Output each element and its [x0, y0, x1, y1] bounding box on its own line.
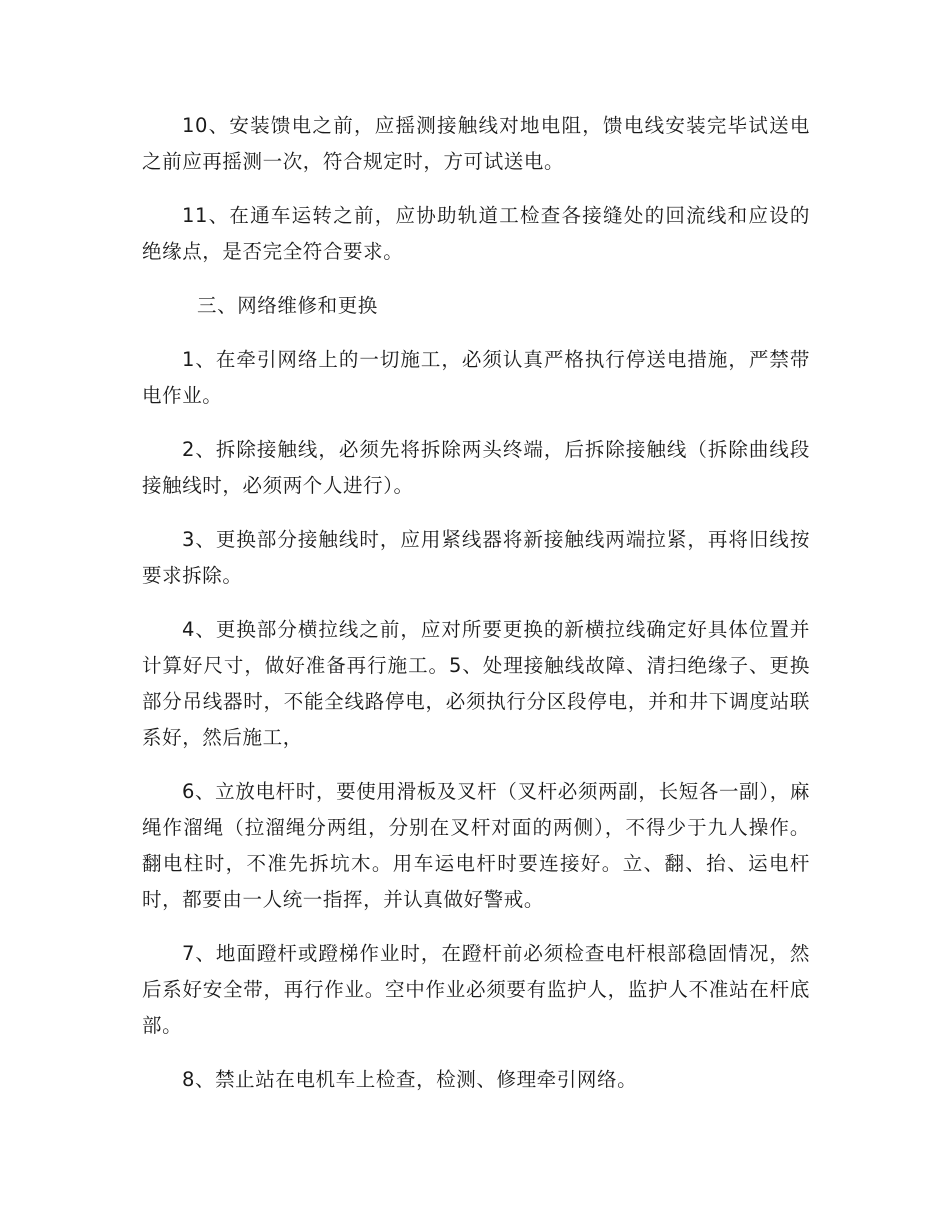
section-heading: 三、网络维修和更换	[197, 294, 378, 317]
document-body	[142, 108, 810, 1116]
paragraph-item-7: 7、地面蹬杆或蹬梯作业时，在蹬杆前必须检查电杆根部稳固情况，然后系好安全带，再行作业。空中作业必须要有监护人，监护人不准站在杆底部。	[142, 942, 810, 1037]
paragraph-item-8: 8、禁止站在电机车上检查，检测、修理牵引网络。	[181, 1068, 638, 1091]
paragraph-item-3: 3、更换部分接触线时，应用紧线器将新接触线两端拉紧，再将旧线按要求拆除。	[142, 528, 810, 587]
paragraph-item-11: 11、在通车运转之前，应协助轨道工检查各接缝处的回流线和应设的绝缘点，是否完全符合要求。	[142, 204, 810, 263]
paragraph-item-4-5: 4、更换部分横拉线之前，应对所要更换的新横拉线确定好具体位置并计算好尺寸，做好准备再行施工。5、处理接触线故障、清扫绝缘子、更换部分吊线器时，不能全线路停电，必须执行分区段停电，并和井下调度站联系好，然后施工，	[142, 618, 810, 749]
paragraph-item-10: 10、安装馈电之前，应摇测接触线对地电阻，馈电线安装完毕试送电之前应再摇测一次，符合规定时，方可试送电。	[142, 114, 810, 173]
paragraph-item-6: 6、立放电杆时，要使用滑板及叉杆（叉杆必须两副，长短各一副），麻绳作溜绳（拉溜绳分两组，分别在叉杆对面的两侧），不得少于九人操作。翻电柱时，不准先拆坑木。用车运电杆时要连接好。立、翻、抬、运电杆时，都要由一人统一指挥，并认真做好警戒。	[142, 780, 810, 911]
paragraph-item-1: 1、在牵引网络上的一切施工，必须认真严格执行停送电措施，严禁带电作业。	[142, 348, 810, 407]
paragraph-item-2: 2、拆除接触线，必须先将拆除两头终端，后拆除接触线（拆除曲线段接触线时，必须两个人进行）。	[142, 438, 810, 497]
